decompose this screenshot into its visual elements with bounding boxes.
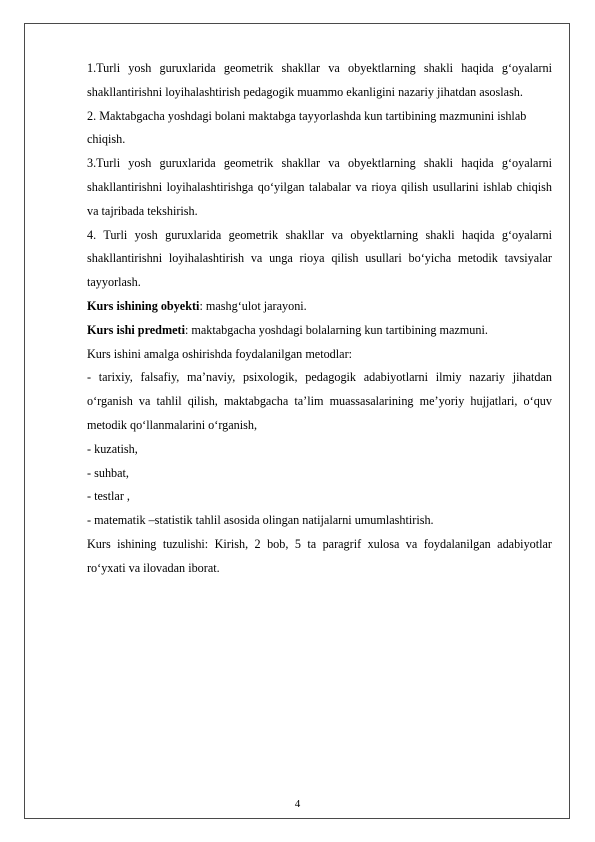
subject-text: : maktabgacha yoshdagi bolalarning kun tartibining mazmuni. [184,322,488,337]
structure-paragraph: Kurs ishining tuzulishi: Kirish, 2 bob, 5 ta paragrif xulosa va foydalanilgan adabiyotlar ro‘yxati va ilovadan iborat. [87,536,552,575]
document-body [87,57,552,581]
method-item: - tarixiy, falsafiy, ma’naviy, psixologik, pedagogik adabiyotlarni ilmiy nazariy jihatdan o‘rganish va tahlil qilish, maktabgacha ta’lim muassasalarining me’yoriy hujjatlari, o‘quv metodik qo‘llanmalarini o‘rganish, [87,370,552,432]
method-item: - kuzatish, [87,441,138,456]
object-line [87,295,552,319]
method-item: - testlar , [87,489,130,504]
page-number: 4 [294,798,301,810]
methods-intro: Kurs ishini amalga oshirishda foydalanilgan metodlar: [87,346,353,361]
task-paragraph-2: 2. Maktabgacha yoshdagi bolani maktabga tayyorlashda kun tartibining mazmunini ishlab chiqish. [87,108,527,147]
subject-line [87,319,552,343]
subject-label: Kurs ishi predmeti [87,322,185,337]
task-paragraph-4: 4. Turli yosh guruxlarida geometrik shakllar va obyektlarning shakli haqida g‘oyalarni shakllantirishni loyihalashtirish va unga rioya qilish usullari bo‘yicha metodik tavsiyalar tayyorlash. [87,227,552,290]
object-text: : mashg‘ulot jarayoni. [199,298,307,313]
task-paragraph-1: 1.Turli yosh guruxlarida geometrik shakllar va obyektlarning shakli haqida g‘oyalarni shakllantirishni loyihalashtirish pedagogik muammo ekanligini nazariy jihatdan asoslash. [87,61,552,99]
method-item: - suhbat, [87,465,129,480]
object-label: Kurs ishining obyekti [87,298,200,313]
task-paragraph-3: 3.Turli yosh guruxlarida geometrik shakllar va obyektlarning shakli haqida g‘oyalarni shakllantirishni loyihalashtirishga qo‘yilgan talabalar va rioya qilish usullarini ishlab chiqish va tajribada tekshirish. [87,156,552,218]
method-item: - matematik –statistik tahlil asosida olingan natijalarni umumlashtirish. [87,513,434,528]
